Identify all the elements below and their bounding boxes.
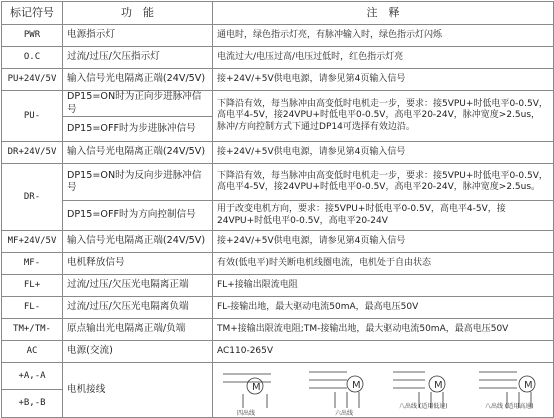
row-symbol: FL+ <box>2 275 63 297</box>
svg-text:八出线 (适用低速): 八出线 (适用低速) <box>399 403 448 410</box>
row-function: 过流/过压/欠压指示灯 <box>63 47 213 69</box>
row-symbol: AC <box>2 341 63 363</box>
row-symbol: PU+24V/5V <box>2 69 63 91</box>
row-function: 电机接线 <box>63 363 213 418</box>
row-symbol: MF+24V/5V <box>2 231 63 253</box>
row-note: 通电时，绿色指示灯亮，有脉冲输入时，绿色指示灯闪烁 <box>213 25 554 47</box>
motor-wiring-diagrams <box>213 363 554 418</box>
table-row <box>2 47 554 69</box>
row-function: DP15=OFF时为方向控制信号 <box>63 201 213 231</box>
row-note: TM+接输出限流电阻;TM-接输出地，最大驱动电流50mA，最高电压50V <box>213 319 554 341</box>
table-row <box>2 142 554 164</box>
table-row <box>2 253 554 275</box>
row-function: 原点输出光电隔离正端/负端 <box>63 319 213 341</box>
table-row <box>2 69 554 91</box>
wiring-diagram-group <box>215 364 551 416</box>
row-note: 接+24V/+5V供电电源，请参见第4页输入信号 <box>213 231 554 253</box>
svg-text:四出线: 四出线 <box>237 410 256 416</box>
row-symbol: DR- <box>2 164 63 231</box>
row-note: 接+24V/+5V供电电源，请参见第4页输入信号 <box>213 69 554 91</box>
table-row <box>2 201 554 231</box>
header-function: 功 能 <box>63 2 213 25</box>
row-function: DP15=ON时为反向步进脉冲信号 <box>63 164 213 201</box>
row-function: 电源(交流) <box>63 341 213 363</box>
table-row <box>2 91 554 117</box>
signal-table <box>1 1 554 418</box>
row-symbol: FL- <box>2 297 63 319</box>
table-row <box>2 319 554 341</box>
row-symbol: MF- <box>2 253 63 275</box>
row-function: 电机释放信号 <box>63 253 213 275</box>
row-symbol: +B,-B <box>2 389 63 417</box>
row-symbol: O.C <box>2 47 63 69</box>
row-note: 接+24V/+5V供电电源，请参见第4页输入信号 <box>213 142 554 164</box>
svg-text:M: M <box>434 380 443 391</box>
svg-text:六出线: 六出线 <box>335 410 354 416</box>
row-function: 过流/过压/欠压光电隔离正端 <box>63 275 213 297</box>
table-row <box>2 164 554 201</box>
row-note: 下降沿有效，每当脉冲由高变低时电机走一步，要求：接5VPU+时低电平0-0.5V，高电平4-5V，接24VPU+时低电平0-0.5V，高电平20-24V，脉冲宽度>2.5us，脉冲/方向控制方式下通过DP14可选择有效边沿。 <box>213 91 554 142</box>
row-note: 用于改变电机方向，要求：接5VPU+时低电平0-0.5V，高电平4-5V，接24VPU+时低电平0-0.5V，高电平20-24V <box>213 201 554 231</box>
row-note: 有效(低电平)时关断电机线圈电流，电机处于自由状态 <box>213 253 554 275</box>
row-note: AC110-265V <box>213 341 554 363</box>
row-note: 电流过大/电压过高/电压过低时，红色指示灯亮 <box>213 47 554 69</box>
svg-text:M: M <box>524 380 533 391</box>
row-symbol: TM+/TM- <box>2 319 63 341</box>
row-symbol: PWR <box>2 25 63 47</box>
table-header <box>2 2 554 25</box>
wiring-diagram-8wire-high <box>471 366 551 416</box>
row-note: 下降沿有效，每当脉冲由高变低时电机走一步，要求：接5VPU+时低电平0-0.5V，高电平4-5V，接24VPU+时低电平0-0.5V，高电平20-24V，脉冲宽度>2.5us。 <box>213 164 554 201</box>
row-symbol: +A,-A <box>2 363 63 390</box>
row-function: 输入信号光电隔离正端(24V/5V) <box>63 142 213 164</box>
table-row <box>2 363 554 390</box>
row-note: FL+接输出限流电阻 <box>213 275 554 297</box>
row-function: DP15=ON时为正向步进脉冲信号 <box>63 91 213 117</box>
header-note: 注 释 <box>213 2 554 25</box>
wiring-diagram-8wire-low <box>385 366 465 416</box>
table-row <box>2 25 554 47</box>
table-row <box>2 341 554 363</box>
wiring-diagram-4wire <box>215 366 293 416</box>
row-symbol: DR+24V/5V <box>2 142 63 164</box>
svg-text:M: M <box>352 380 361 391</box>
svg-text:M: M <box>252 382 261 393</box>
table-row <box>2 297 554 319</box>
row-function: 输入信号光电隔离正端(24V/5V) <box>63 69 213 91</box>
row-function: 电源指示灯 <box>63 25 213 47</box>
table-row <box>2 275 554 297</box>
row-function: 过流/过压/欠压光电隔离负端 <box>63 297 213 319</box>
row-symbol: PU- <box>2 91 63 142</box>
row-function: 输入信号光电隔离正端(24V/5V) <box>63 231 213 253</box>
svg-text:八出线 (适用高速): 八出线 (适用高速) <box>485 403 534 410</box>
row-note: FL-接输出地，最大驱动电流50mA，最高电压50V <box>213 297 554 319</box>
table-row <box>2 231 554 253</box>
wiring-diagram-6wire <box>299 366 379 416</box>
row-function: DP15=OFF时为步进脉冲信号 <box>63 117 213 142</box>
header-symbol: 标记符号 <box>2 2 63 25</box>
